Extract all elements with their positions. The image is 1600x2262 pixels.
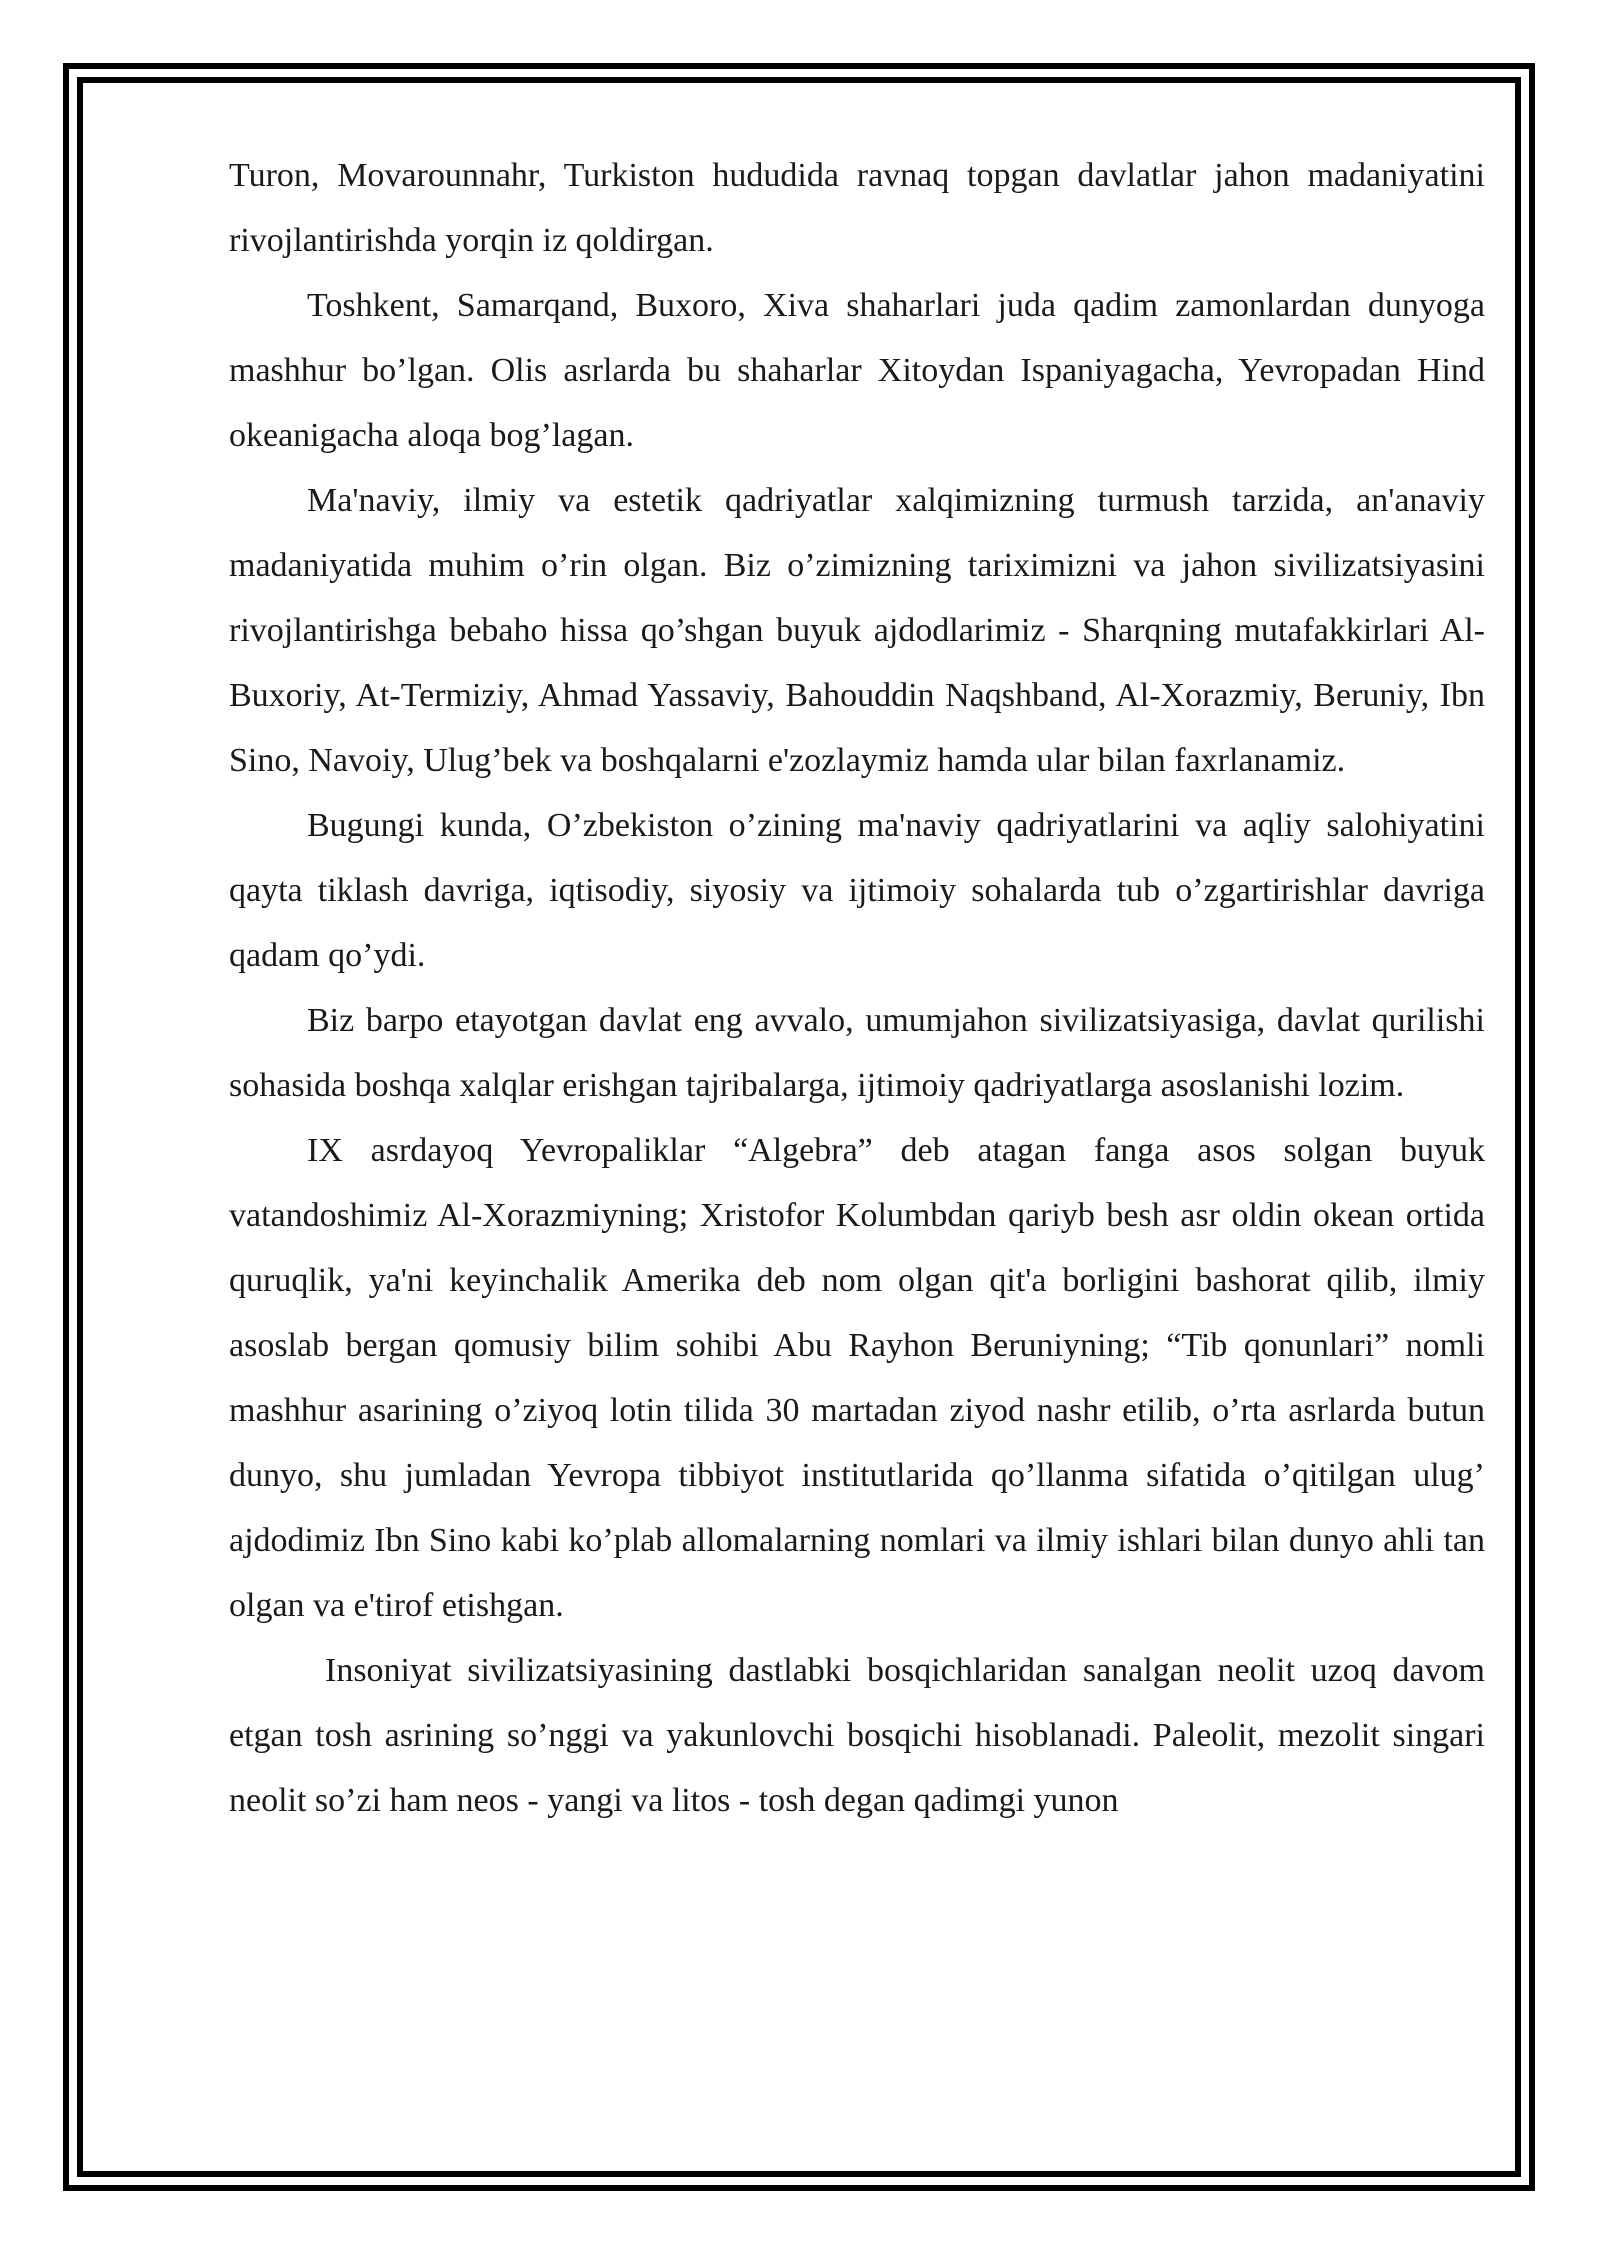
- paragraph-5: Biz barpo etayotgan davlat eng avvalo, umumjahon sivilizatsiyasiga, davlat qurilishi sohasida boshqa xalqlar erishgan tajribalarga, ijtimoiy qadriyatlarga asoslanishi lozim.: [229, 1002, 1485, 1104]
- paragraph-1: Turon, Movarounnahr, Turkiston hududida ravnaq topgan davlatlar jahon madaniyatini rivojlantirishda yorqin iz qoldirgan.: [229, 157, 1485, 259]
- paragraph-2: Toshkent, Samarqand, Buxoro, Xiva shaharlari juda qadim zamonlardan dunyoga mashhur bo’lgan. Olis asrlarda bu shaharlar Xitoydan Ispaniyagacha, Yevropadan Hind okeanigacha aloqa bog’lagan.: [229, 287, 1485, 454]
- paragraph-7: Insoniyat sivilizatsiyasining dastlabki bosqichlaridan sanalgan neolit uzoq davom etgan tosh asrining so’nggi va yakunlovchi bosqichi hisoblanadi. Paleolit, mezolit singari neolit so’zi ham neos - yangi va litos - tosh degan qadimgi yunon: [229, 1652, 1485, 1819]
- paragraph-3: Ma'naviy, ilmiy va estetik qadriyatlar xalqimizning turmush tarzida, an'anaviy madaniyatida muhim o’rin olgan. Biz o’zimizning tariximizni va jahon sivilizatsiyasini rivojlantirishga bebaho hissa qo’shgan buyuk ajdodlarimiz - Sharqning mutafakkirlari Al-Buxoriy, At-Termiziy, Ahmad Yassaviy, Bahouddin Naqshband, Al-Xorazmiy, Beruniy, Ibn Sino, Navoiy, Ulug’bek va boshqalarni e'zozlaymiz hamda ular bilan faxrlanamiz.: [229, 482, 1485, 779]
- paragraph-6: IX asrdayoq Yevropaliklar “Algebra” deb atagan fanga asos solgan buyuk vatandoshimiz Al-Xorazmiyning; Xristofor Kolumbdan qariyb besh asr oldin okean ortida quruqlik, ya'ni keyinchalik Amerika deb nom olgan qit'a borligini bashorat qilib, ilmiy asoslab bergan qomusiy bilim sohibi Abu Rayhon Beruniyning; “Tib qonunlari” nomli mashhur asarining o’ziyoq lotin tilida 30 martadan ziyod nashr etilib, o’rta asrlarda butun dunyo, shu jumladan Yevropa tibbiyot institutlarida qo’llanma sifatida o’qitilgan ulug’ ajdodimiz Ibn Sino kabi ko’plab allomalarning nomlari va ilmiy ishlari bilan dunyo ahli tan olgan va e'tirof etishgan.: [229, 1132, 1485, 1624]
- paragraph-4: Bugungi kunda, O’zbekiston o’zining ma'naviy qadriyatlarini va aqliy salohiyatini qayta tiklash davriga, iqtisodiy, siyosiy va ijtimoiy sohalarda tub o’zgartirishlar davriga qadam qo’ydi.: [229, 807, 1485, 974]
- document-body: [229, 143, 1485, 1833]
